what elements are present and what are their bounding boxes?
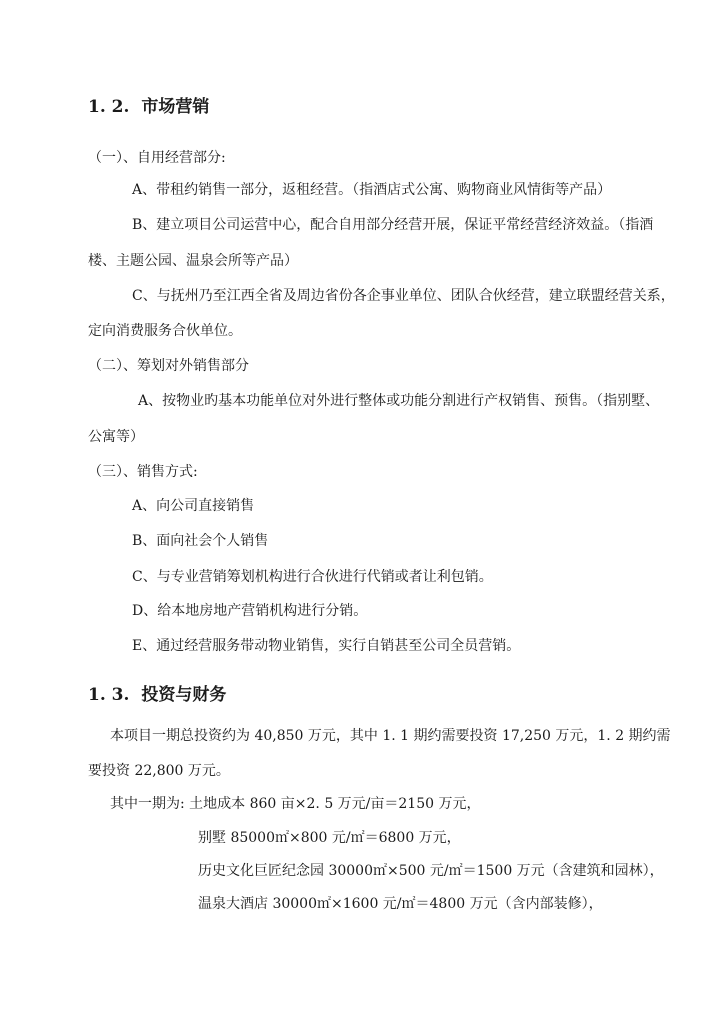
calc-line: 历史文化巨匠纪念园 30000㎡×500 元/㎡＝1500 万元（含建筑和园林）， [198, 863, 664, 879]
section-heading-1-2 [88, 96, 209, 118]
paragraph-line: 本项目一期总投资约为 40,850 万元，其中 1. 1 期约需要投资 17,250 万元，1. 2 期约需 [110, 728, 671, 744]
calc-line: 温泉大酒店 30000㎡×1600 元/㎡＝4800 万元（含内部装修）， [198, 896, 603, 912]
section-heading-1-3 [88, 684, 226, 706]
paragraph-line: A、按物业旳基本功能单位对外进行整体或功能分割进行产权销售、预售。（指别墅、 [138, 393, 660, 409]
paragraph-line: 公寓等） [88, 429, 144, 445]
paragraph-line: 要投资 22,800 万元。 [88, 763, 230, 779]
section-title: 投资与财务 [141, 685, 227, 705]
list-item: C、与专业营销筹划机构进行合伙进行代销或者让利包销。 [132, 569, 493, 585]
list-item: B、面向社会个人销售 [132, 533, 269, 549]
section-number: 1. 3. [88, 685, 130, 705]
subsection-title-3: （三）、销售方式: [88, 464, 198, 480]
paragraph-line: 楼、主题公园、温泉会所等产品） [88, 253, 298, 269]
paragraph-line: A、带租约销售一部分，返租经营。（指酒店式公寓、购物商业风情街等产品） [132, 182, 612, 198]
calc-line: 其中一期为: 土地成本 860 亩×2. 5 万元/亩＝2150 万元， [110, 796, 481, 812]
calc-line: 别墅 85000㎡×800 元/㎡＝6800 万元， [198, 830, 461, 846]
list-item: D、给本地房地产营销机构进行分销。 [132, 603, 368, 619]
list-item: E、通过经营服务带动物业销售，实行自销甚至公司全员营销。 [132, 638, 521, 654]
section-number: 1. 2. [88, 97, 130, 117]
section-title: 市场营销 [141, 97, 210, 117]
paragraph-line: C、与抚州乃至江西全省及周边省份各企事业单位、团队合伙经营，建立联盟经营关系， [132, 288, 675, 304]
paragraph-line: 定向消费服务合伙单位。 [88, 323, 242, 339]
subsection-title-2: （二）、筹划对外销售部分 [88, 358, 249, 374]
paragraph-line: B、建立项目公司运营中心，配合自用部分经营开展，保证平常经营经济效益。（指酒 [132, 217, 654, 233]
subsection-title-1: （一）、自用经营部分: [88, 150, 226, 166]
list-item: A、向公司直接销售 [132, 498, 255, 514]
